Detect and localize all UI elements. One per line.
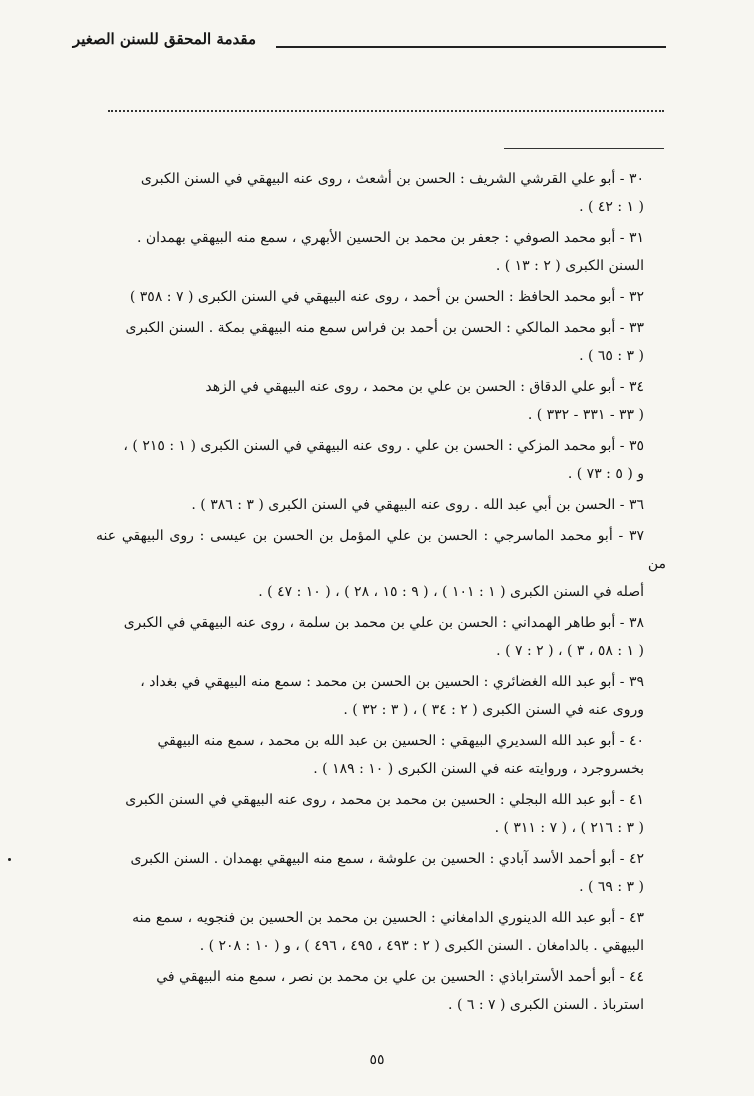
entry-paragraph xyxy=(96,522,666,606)
header-title: مقدمة المحقق للسنن الصغير xyxy=(72,30,256,48)
entry-paragraph xyxy=(96,668,666,724)
entry-line: ٤٤ - أبو أحمد الأستراباذي : الحسين بن علي بن محمد بن نصر ، سمع منه البيهقي في xyxy=(156,969,644,985)
entry-line: ٣٥ - أبو محمد المزكي : الحسن بن علي . روى عنه البيهقي في السنن الكبرى ( ١ : ٢١٥ ) ، xyxy=(123,438,644,454)
short-separator-rule xyxy=(504,148,664,149)
entry-paragraph xyxy=(96,283,666,311)
entry-line: ( ٣٣ - ٣٣١ - ٣٣٢ ) . xyxy=(527,407,644,423)
entry-paragraph xyxy=(96,845,666,901)
entry-line: ٣٨ - أبو طاهر الهمداني : الحسن بن علي بن محمد بن سلمة ، روى عنه البيهقي في الكبرى xyxy=(123,615,644,631)
entry-line: استرباذ . السنن الكبرى ( ٧ : ٦ ) . xyxy=(448,997,644,1013)
entry-line: ( ١ : ٥٨ ، ٣ ) ، ( ٢ : ٧ ) . xyxy=(496,643,644,659)
entry-line: و ( ٥ : ٧٣ ) . xyxy=(567,466,644,482)
entry-line: ٣٢ - أبو محمد الحافظ : الحسن بن أحمد ، روى عنه البيهقي في السنن الكبرى ( ٧ : ٣٥٨ ) xyxy=(129,289,644,305)
entry-paragraph xyxy=(96,165,666,221)
entry-line: بخسروجرد ، وروايته عنه في السنن الكبرى ( ١٠ : ١٨٩ ) . xyxy=(313,761,644,777)
entry-paragraph xyxy=(96,373,666,429)
entry-line: ( ٣ : ٦٥ ) . xyxy=(579,348,644,364)
entry-line: ٤٣ - أبو عبد الله الدينوري الدامغاني : الحسين بن محمد بن الحسين بن فنجويه ، سمع منه xyxy=(132,910,644,926)
entry-paragraph xyxy=(96,314,666,370)
entry-paragraph xyxy=(96,491,666,519)
entry-paragraph xyxy=(96,904,666,960)
entry-line: ٣٩ - أبو عبد الله الغضائري : الحسين بن الحسن بن محمد : سمع منه البيهقي في بغداد ، xyxy=(140,674,644,690)
entry-line: ٣٧ - أبو محمد الماسرجي : الحسن بن علي المؤمل بن الحسن بن عيسى : روى البيهقي عنه من xyxy=(96,528,666,572)
entry-line: ( ٣ : ٦٩ ) . xyxy=(579,879,644,895)
entry-line: ٣٣ - أبو محمد المالكي : الحسن بن أحمد بن فراس سمع منه البيهقي بمكة . السنن الكبرى xyxy=(125,320,644,336)
entry-paragraph xyxy=(96,432,666,488)
entry-paragraph xyxy=(96,963,666,1019)
entry-paragraph xyxy=(96,224,666,280)
entry-line: ٣١ - أبو محمد الصوفي : جعفر بن محمد بن الحسين الأبهري ، سمع منه البيهقي بهمدان . xyxy=(136,230,644,246)
running-header xyxy=(72,30,666,64)
entry-paragraph xyxy=(96,727,666,783)
entry-line: ( ١ : ٤٢ ) . xyxy=(579,199,644,215)
entry-line: ٤٢ - أبو أحمد الأسد آبادي : الحسين بن علوشة ، سمع منه البيهقي بهمدان . السنن الكبرى xyxy=(130,851,644,867)
entry-line: السنن الكبرى ( ٢ : ١٣ ) . xyxy=(495,258,644,274)
dotted-separator xyxy=(108,110,664,112)
entry-line: ٣٤ - أبو علي الدقاق : الحسن بن علي بن محمد ، روى عنه البيهقي في الزهد xyxy=(205,379,644,395)
entry-line: ٤٠ - أبو عبد الله السديري البيهقي : الحسين بن عبد الله بن محمد ، سمع منه البيهقي xyxy=(157,733,644,749)
entry-line: وروى عنه في السنن الكبرى ( ٢ : ٣٤ ) ، ( ٣ : ٣٢ ) . xyxy=(343,702,644,718)
header-rule xyxy=(276,46,666,48)
scan-artifact-dot xyxy=(8,858,11,861)
page-number: ٥٥ xyxy=(369,1052,385,1068)
entry-line: البيهقي . بالدامغان . السنن الكبرى ( ٢ : ٤٩٣ ، ٤٩٥ ، ٤٩٦ ) ، و ( ١٠ : ٢٠٨ ) . xyxy=(199,938,644,954)
entry-list xyxy=(96,165,666,1022)
entry-paragraph xyxy=(96,786,666,842)
entry-line: ٤١ - أبو عبد الله البجلي : الحسين بن محمد بن محمد ، روى عنه البيهقي في السنن الكبرى xyxy=(125,792,644,808)
entry-line: أصله في السنن الكبرى ( ١ : ١٠١ ) ، ( ٩ : ١٥ ، ٢٨ ) ، ( ١٠ : ٤٧ ) . xyxy=(258,584,644,600)
entry-line: ٣٠ - أبو علي القرشي الشريف : الحسن بن أشعث ، روى عنه البيهقي في السنن الكبرى xyxy=(140,171,644,187)
entry-paragraph xyxy=(96,609,666,665)
entry-line: ٣٦ - الحسن بن أبي عبد الله . روى عنه البيهقي في السنن الكبرى ( ٣ : ٣٨٦ ) . xyxy=(191,497,644,513)
entry-line: ( ٣ : ٢١٦ ) ، ( ٧ : ٣١١ ) . xyxy=(494,820,644,836)
